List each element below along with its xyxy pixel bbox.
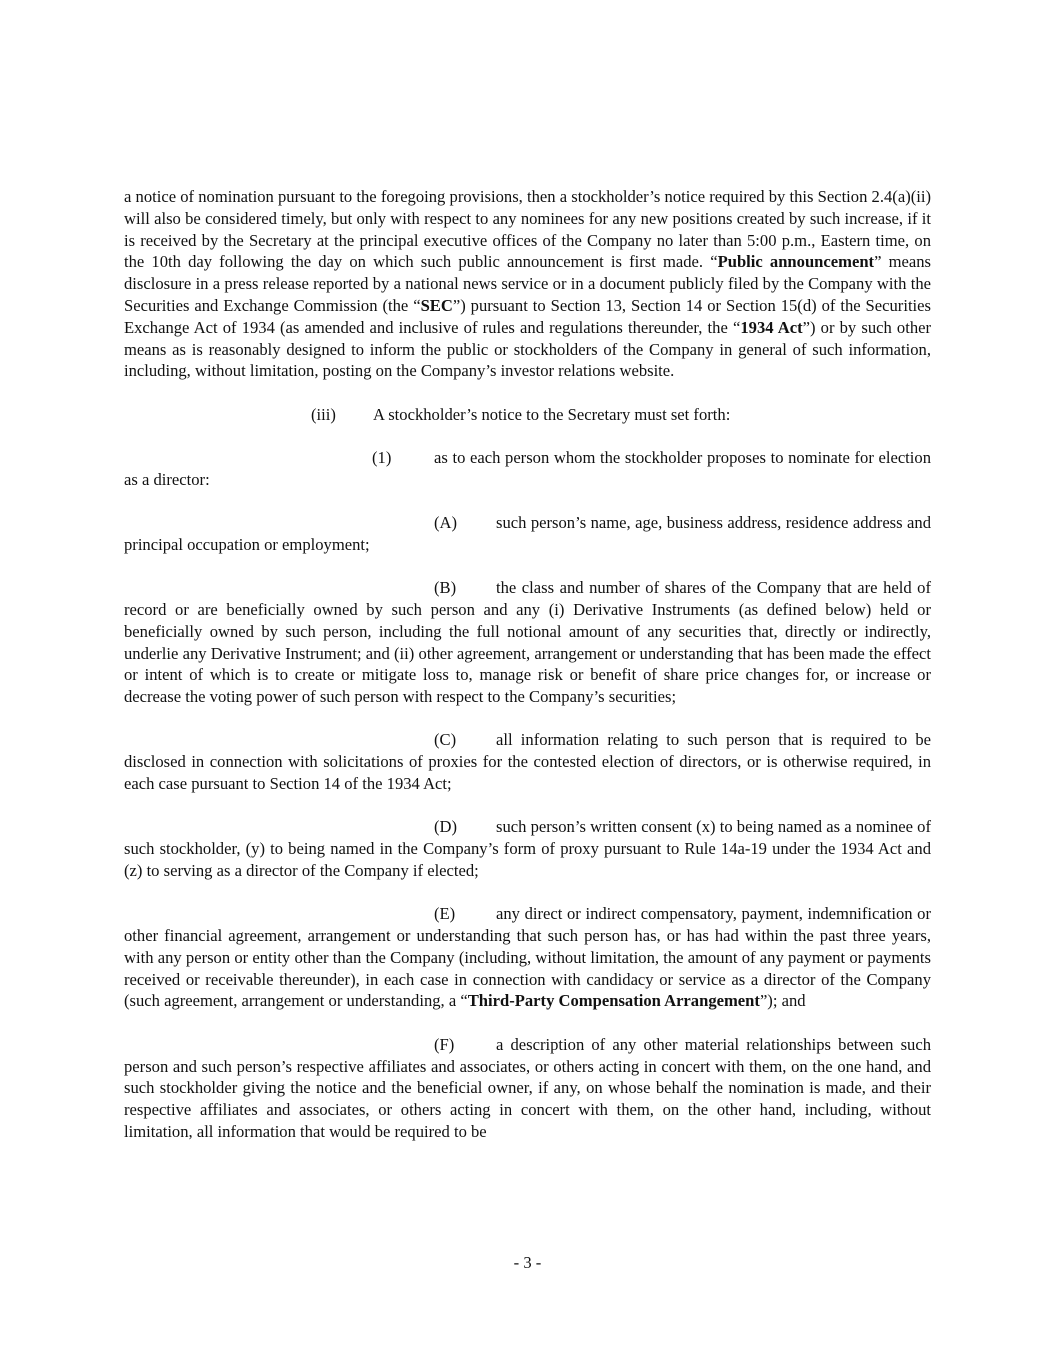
item-e-text: any direct or indirect compensatory, payment, indemnification or other financial agreement, arrangement or understanding that such person has, or has had within the past three years, with any person or entity other than the Company (including, without limitation, the amount of any payment or payments received or receivable thereunder), in each case in connection with candidacy or service as a director of the Company (such agreement, arrangement or understanding, a “ — [124, 904, 931, 1011]
item-d-label: (D) — [434, 817, 458, 837]
item-e-label: (E) — [434, 904, 456, 924]
item-a-label: (A) — [434, 513, 458, 533]
item-c-text: all information relating to such person that is required to be disclosed in connection with solicitations of proxies for the contested election of directors, or is otherwise required, in each case pursuant to Section 14 of the 1934 Act; — [124, 730, 931, 794]
continuation-paragraph: a notice of nomination pursuant to the foregoing provisions, then a stockholder’s notice required by this Section 2.4(a)(ii) will also be considered timely, but only with respect to any nominees for any new positions created by such increase, if it is received by the Secretary at the principal executive offices of the Company no later than 5:00 p.m., Eastern time, on the 10th day following the day on which such public announcement is first made. “Public announcement” means disclosure in a press release reported by a national news service or in a document publicly filed by the Company with the Securities and Exchange Commission (the “SEC”) pursuant to Section 13, Section 14 or Section 15(d) of the Securities Exchange Act of 1934 (as amended and inclusive of rules and regulations thereunder, the “1934 Act”) or by such other means as is reasonably designed to inform the public or stockholders of the Company in general of such information, including, without limitation, posting on the Company’s investor relations website. — [124, 187, 932, 381]
item-a — [124, 512, 931, 556]
item-1 — [124, 447, 931, 491]
section-iii-text: A stockholder’s notice to the Secretary must set forth: — [373, 404, 731, 424]
item-f — [124, 1034, 931, 1143]
defined-term-1934-act: 1934 Act — [740, 317, 803, 337]
item-d-text: such person’s written consent (x) to being named as a nominee of such stockholder, (y) to being named in the Company’s form of proxy pursuant to Rule 14a-19 under the 1934 Act and (z) to serving as a director of the Company if elected; — [124, 817, 931, 880]
item-1-text: as to each person whom the stockholder proposes to nominate for election as a director: — [124, 447, 931, 489]
document-page — [124, 186, 931, 1164]
item-d — [124, 816, 931, 881]
item-b-label: (B) — [434, 578, 457, 598]
section-iii-label: (iii) — [311, 404, 336, 424]
item-e: (E) any direct or indirect compensatory, payment, indemnification or other financial agreement, arrangement or understanding that such person has, or has had within the past three years, with any person or entity other than the Company (including, without limitation, the amount of any payment or payments received or receivable thereunder), in each case in connection with candidacy or service as a director of the Company (such agreement, arrangement or understanding, a “Third-Party Compensation Arrangement”); and — [124, 904, 931, 1011]
item-c — [124, 729, 931, 794]
item-c-label: (C) — [434, 730, 457, 750]
item-b-text: the class and number of shares of the Company that are held of record or are beneficially owned by such person and any (i) Derivative Instruments (as defined below) held or beneficially owned by such person, including the full notional amount of any securities that, directly or indirectly, underlie any Derivative Instrument; and (ii) other agreement, arrangement or understanding that has been made the effect or intent of which is to create or mitigate loss to, manage risk or benefit of share price changes for, or increase or decrease the voting power of such person with respect to the Company’s securities; — [124, 578, 931, 707]
defined-term-third-party-compensation: Third-Party Compensation Arrangement — [467, 991, 760, 1011]
item-f-text: a description of any other material relationships between such person and such person’s respective affiliates and associates, or others acting in concert with them, on the one hand, and such stockholder giving the notice and the beneficial owner, if any, on whose behalf the nomination is made, and their respective affiliates and associates, or others acting in concert with them, on the other hand, including, without limitation, all information that would be required to be — [124, 1034, 931, 1141]
item-b — [124, 577, 931, 708]
item-1-label: (1) — [372, 447, 392, 467]
section-iii — [124, 404, 931, 426]
page-number: - 3 - — [513, 1253, 542, 1272]
item-a-text: such person’s name, age, business address, residence address and principal occupation or employment; — [124, 513, 931, 554]
defined-term-sec: SEC — [420, 295, 453, 315]
defined-term-public-announcement: Public announcement — [717, 252, 875, 272]
item-f-label: (F) — [434, 1034, 455, 1054]
